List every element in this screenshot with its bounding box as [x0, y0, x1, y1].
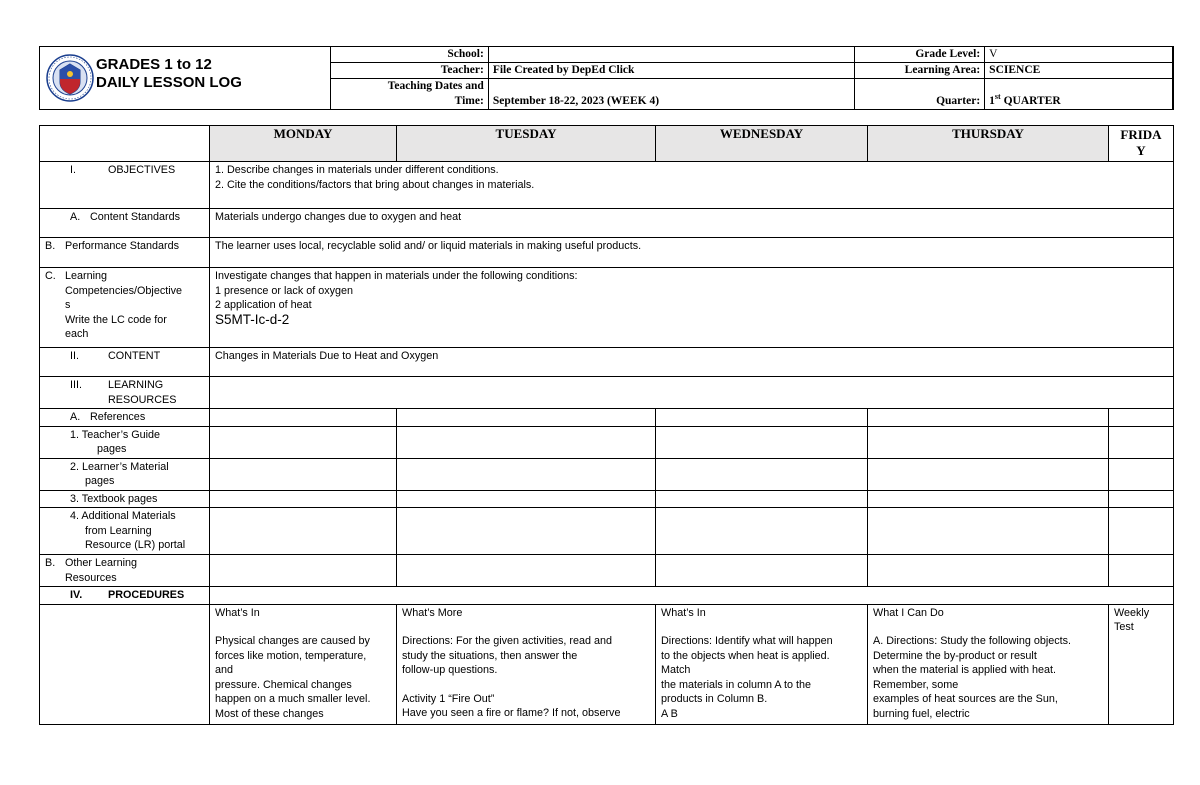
- procedures-label: [40, 587, 210, 605]
- performance-standards-num: B.: [45, 240, 56, 252]
- procedures-num: IV.: [70, 589, 83, 601]
- teachers-guide-label: [40, 426, 210, 458]
- learning-resources-num: III.: [70, 379, 82, 391]
- references-thursday[interactable]: [868, 409, 1109, 427]
- learning-resources-content[interactable]: [210, 377, 1174, 409]
- corner-cell: [40, 126, 210, 162]
- proc-tue-7: Activity 1 “Fire Out”: [402, 692, 495, 705]
- day-header-row: [40, 126, 1174, 162]
- teachers-guide-thursday[interactable]: [868, 426, 1109, 458]
- lc-label-line-3: s: [65, 299, 71, 311]
- proc-mon-8: Most of these changes: [215, 707, 324, 720]
- references-monday[interactable]: [210, 409, 397, 427]
- procedures-text: PROCEDURES: [108, 589, 185, 601]
- references-text: References: [90, 411, 146, 423]
- references-row: [40, 409, 1174, 427]
- procedures-header-content: [210, 587, 1174, 605]
- objectives-text: OBJECTIVES: [108, 164, 176, 176]
- school-label: School:: [331, 47, 489, 63]
- proc-wed-7: products in Column B.: [661, 693, 768, 705]
- proc-thu-7: examples of heat sources are the Sun,: [873, 693, 1058, 705]
- additional-materials-label: [40, 508, 210, 555]
- lm-line-2: pages: [85, 475, 115, 487]
- teacher-label: Teacher:: [331, 63, 489, 79]
- quarter-field[interactable]: [985, 79, 1173, 110]
- lc-label-line-5: each: [65, 328, 89, 340]
- textbook-thursday[interactable]: [868, 490, 1109, 508]
- deped-seal-icon: [46, 52, 94, 104]
- proc-tue-2: [402, 620, 650, 634]
- teachers-guide-tuesday[interactable]: [397, 426, 656, 458]
- references-num: A.: [70, 411, 81, 423]
- day-header-wednesday: WEDNESDAY: [656, 126, 868, 162]
- olr-line-1: Other Learning: [65, 557, 138, 569]
- proc-wed-6: the materials in column A to the: [661, 678, 812, 691]
- proc-mon-4: forces like motion, temperature,: [215, 649, 367, 662]
- objective-2: 2. Cite the conditions/factors that bring about changes in materials.: [215, 178, 535, 191]
- tg-line-1: 1. Teacher’s Guide: [70, 428, 161, 441]
- title-line-1: GRADES 1 to 12: [96, 56, 212, 73]
- friday-line-2: Y: [1136, 143, 1146, 158]
- lc-line-3: 2 application of heat: [215, 299, 312, 311]
- other-resources-monday[interactable]: [210, 555, 397, 587]
- content-standards-num: A.: [70, 211, 81, 223]
- content-row: [40, 348, 1174, 377]
- teaching-dates-field[interactable]: September 18-22, 2023 (WEEK 4): [488, 79, 854, 110]
- content-num: II.: [70, 350, 79, 362]
- textbook-friday[interactable]: [1109, 490, 1174, 508]
- teachers-guide-friday[interactable]: [1109, 426, 1174, 458]
- proc-thu-6: Remember, some: [873, 678, 959, 691]
- school-field[interactable]: [488, 47, 854, 63]
- additional-materials-thursday[interactable]: [868, 508, 1109, 555]
- other-resources-label: [40, 555, 210, 587]
- olr-line-2: Resources: [65, 571, 117, 584]
- other-resources-row: [40, 555, 1174, 587]
- learning-area-label: Learning Area:: [855, 63, 985, 79]
- objectives-content[interactable]: [210, 162, 1174, 209]
- teaching-dates-label: [331, 79, 489, 110]
- content-standards-label: [40, 209, 210, 238]
- grade-level-field[interactable]: V: [985, 47, 1173, 63]
- teachers-guide-wednesday[interactable]: [656, 426, 868, 458]
- proc-tue-5: follow-up questions.: [402, 664, 498, 676]
- objectives-num: I.: [70, 164, 76, 176]
- lc-label-line-2: Competencies/Objective: [65, 284, 183, 297]
- proc-tue-8: Have you seen a fire or flame? If not, observe: [402, 707, 621, 719]
- tg-line-2: pages: [97, 443, 127, 455]
- procedure-monday[interactable]: [210, 604, 397, 724]
- textbook-label: [40, 490, 210, 508]
- lc-line-2: 1 presence or lack of oxygen: [215, 284, 354, 297]
- teachers-guide-row: [40, 426, 1174, 458]
- lesson-grid: [39, 125, 1174, 725]
- lr-label-line-1: LEARNING: [108, 379, 164, 391]
- grade-level-label: Grade Level:: [855, 47, 985, 63]
- title-line-2: DAILY LESSON LOG: [96, 74, 242, 91]
- proc-wed-8: A B: [661, 707, 678, 720]
- lc-label-line-4: Write the LC code for: [65, 313, 167, 326]
- proc-wed-5: Match: [661, 664, 691, 676]
- am-line-3: Resource (LR) portal: [85, 539, 186, 551]
- other-resources-num: B.: [45, 557, 56, 569]
- lr-label-line-2: RESOURCES: [108, 393, 177, 406]
- teaching-dates-label-line-2: Time:: [454, 95, 484, 107]
- procedures-detail-row: [40, 604, 1174, 724]
- content-value[interactable]: Changes in Materials Due to Heat and Oxygen: [210, 348, 1174, 377]
- procedure-thursday[interactable]: [868, 604, 1109, 724]
- procedures-row: [40, 587, 1174, 605]
- additional-materials-wednesday[interactable]: [656, 508, 868, 555]
- proc-wed-1: What’s In: [661, 606, 706, 619]
- proc-fri-1: Weekly: [1114, 606, 1150, 619]
- header-block: [39, 46, 1174, 110]
- lc-label-line-1: Learning: [65, 270, 108, 282]
- other-resources-wednesday[interactable]: [656, 555, 868, 587]
- objective-1: 1. Describe changes in materials under different conditions.: [215, 164, 499, 176]
- quarter-label: Quarter:: [855, 79, 985, 110]
- am-line-1: 4. Additional Materials: [70, 510, 176, 522]
- procedures-detail-label: [40, 604, 210, 724]
- other-resources-friday[interactable]: [1109, 555, 1174, 587]
- objectives-label: [40, 162, 210, 209]
- textbook-wednesday[interactable]: [656, 490, 868, 508]
- proc-tue-3: Directions: For the given activities, read and: [402, 635, 613, 647]
- learners-material-row: [40, 458, 1174, 490]
- references-wednesday[interactable]: [656, 409, 868, 427]
- log-title: [96, 56, 242, 92]
- learning-competencies-num: C.: [45, 270, 56, 282]
- performance-standards-row: [40, 238, 1174, 268]
- proc-mon-1: What’s In: [215, 606, 260, 619]
- proc-tue-1: What’s More: [402, 606, 463, 619]
- proc-thu-3: A. Directions: Study the following objects.: [873, 635, 1072, 647]
- proc-thu-2: [873, 620, 1103, 634]
- day-header-thursday: THURSDAY: [868, 126, 1109, 162]
- other-resources-thursday[interactable]: [868, 555, 1109, 587]
- learners-material-tuesday[interactable]: [397, 458, 656, 490]
- performance-standards-label: [40, 238, 210, 268]
- procedure-tuesday[interactable]: [397, 604, 656, 724]
- procedure-friday[interactable]: [1109, 604, 1174, 724]
- learners-material-monday[interactable]: [210, 458, 397, 490]
- references-label: [40, 409, 210, 427]
- proc-mon-2: [215, 620, 391, 634]
- info-table: [330, 46, 1173, 110]
- proc-thu-4: Determine the by-product or result: [873, 649, 1037, 662]
- proc-tue-6: [402, 678, 650, 692]
- day-header-friday: [1109, 126, 1174, 162]
- objectives-row: [40, 162, 1174, 209]
- proc-wed-2: [661, 620, 862, 634]
- proc-thu-5: when the material is applied with heat.: [873, 664, 1057, 676]
- learning-competencies-content[interactable]: [210, 268, 1174, 348]
- additional-materials-monday[interactable]: [210, 508, 397, 555]
- proc-wed-3: Directions: Identify what will happen: [661, 635, 833, 647]
- learning-resources-row: [40, 377, 1174, 409]
- lc-line-1: Investigate changes that happen in materials under the following conditions:: [215, 270, 578, 282]
- proc-fri-2: Test: [1114, 621, 1134, 633]
- performance-standards-text: Performance Standards: [65, 240, 180, 252]
- logo-area: [40, 47, 330, 109]
- content-standards-content[interactable]: Materials undergo changes due to oxygen and heat: [210, 209, 1174, 238]
- lc-code: S5MT-Ic-d-2: [215, 311, 290, 327]
- proc-mon-5: and: [215, 664, 234, 676]
- learning-competencies-row: [40, 268, 1174, 348]
- quarter-number: 1: [989, 95, 995, 107]
- friday-line-1: FRIDA: [1120, 127, 1162, 142]
- learners-material-label: [40, 458, 210, 490]
- teachers-guide-monday[interactable]: [210, 426, 397, 458]
- learning-competencies-label: [40, 268, 210, 348]
- performance-standards-content[interactable]: The learner uses local, recyclable solid and/ or liquid materials in making useful products.: [210, 238, 1174, 268]
- learners-material-wednesday[interactable]: [656, 458, 868, 490]
- proc-mon-7: happen on a much smaller level.: [215, 693, 371, 705]
- am-line-2: from Learning: [85, 524, 152, 537]
- content-standards-row: [40, 209, 1174, 238]
- procedure-wednesday[interactable]: [656, 604, 868, 724]
- learning-resources-label: [40, 377, 210, 409]
- references-tuesday[interactable]: [397, 409, 656, 427]
- proc-thu-1: What I Can Do: [873, 606, 944, 619]
- content-standards-text: Content Standards: [90, 211, 181, 223]
- day-header-tuesday: TUESDAY: [397, 126, 656, 162]
- quarter-suffix: st: [994, 92, 1001, 102]
- textbook-monday[interactable]: [210, 490, 397, 508]
- content-label: [40, 348, 210, 377]
- lm-line-1: 2. Learner’s Material: [70, 460, 169, 473]
- quarter-text: QUARTER: [1000, 95, 1061, 107]
- content-text: CONTENT: [108, 350, 161, 362]
- proc-thu-8: burning fuel, electric: [873, 707, 970, 720]
- textbook-row: [40, 490, 1174, 508]
- additional-materials-friday[interactable]: [1109, 508, 1174, 555]
- proc-tue-4: study the situations, then answer the: [402, 649, 578, 662]
- proc-mon-3: Physical changes are caused by: [215, 635, 370, 647]
- teacher-field[interactable]: File Created by DepEd Click: [488, 63, 854, 79]
- learners-material-friday[interactable]: [1109, 458, 1174, 490]
- teaching-dates-label-line-1: Teaching Dates and: [387, 80, 484, 92]
- learning-area-field[interactable]: SCIENCE: [985, 63, 1173, 79]
- day-header-monday: MONDAY: [210, 126, 397, 162]
- proc-wed-4: to the objects when heat is applied.: [661, 649, 830, 662]
- additional-materials-tuesday[interactable]: [397, 508, 656, 555]
- proc-mon-6: pressure. Chemical changes: [215, 678, 352, 691]
- references-friday[interactable]: [1109, 409, 1174, 427]
- additional-materials-row: [40, 508, 1174, 555]
- learners-material-thursday[interactable]: [868, 458, 1109, 490]
- textbook-tuesday[interactable]: [397, 490, 656, 508]
- other-resources-tuesday[interactable]: [397, 555, 656, 587]
- textbook-text: 3. Textbook pages: [70, 492, 158, 505]
